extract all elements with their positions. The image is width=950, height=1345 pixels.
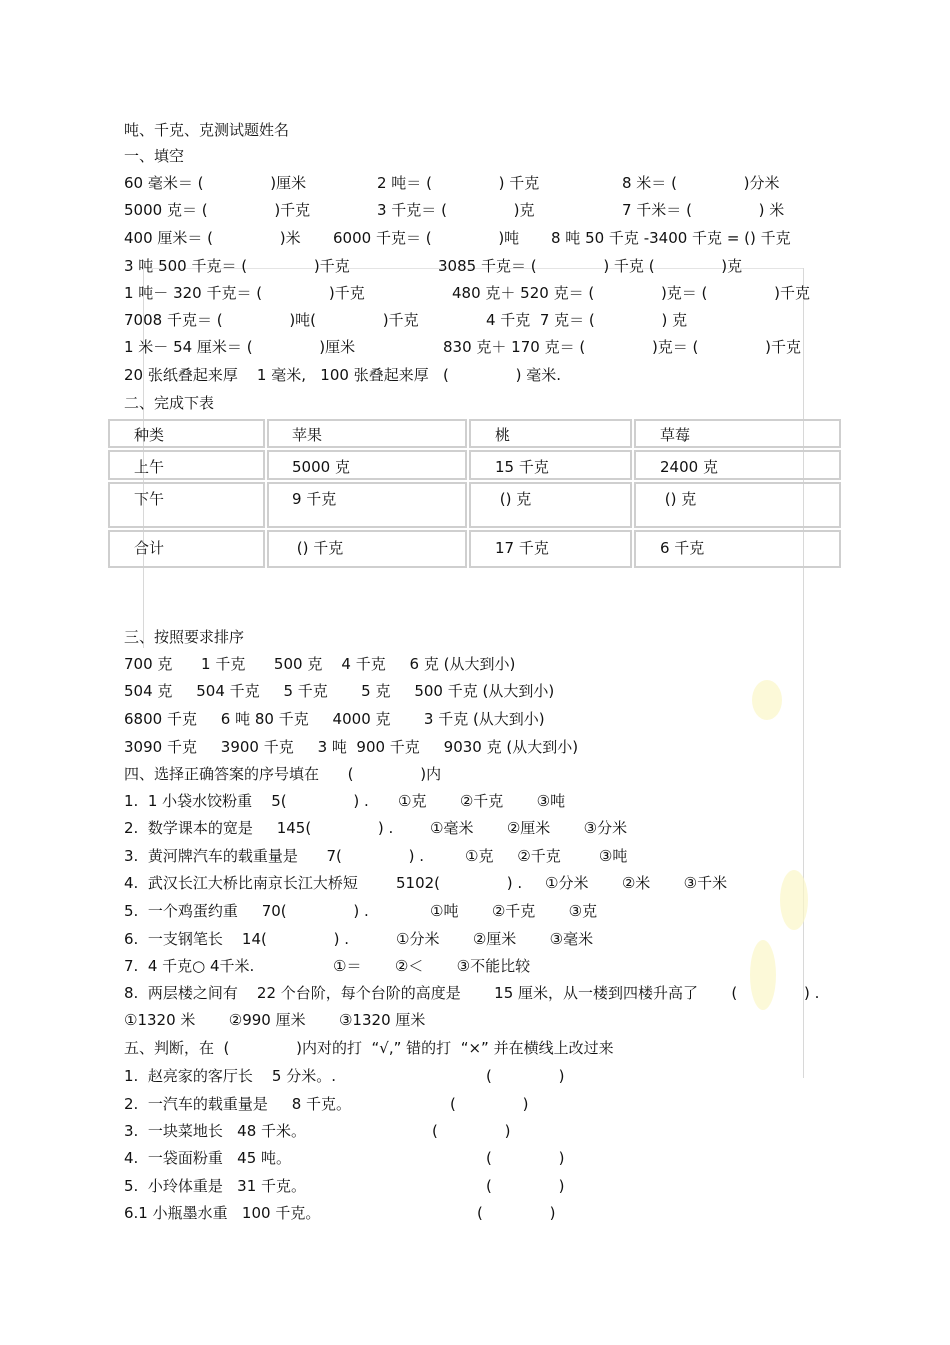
section-heading-sorting: 三、按照要求排序 [124, 628, 245, 646]
fill-blank-item: 3 千克＝ ( )克 [377, 201, 535, 219]
table-cell [108, 450, 265, 480]
choice-question: 2. 数学课本的宽是 145( ) . [124, 819, 394, 837]
section-heading-judge: 五、判断，在 ( )内对的打 “√,” 错的打 “×” 并在横线上改过来 [124, 1039, 614, 1057]
table-cell-text: 6 千克 [660, 539, 705, 557]
sorting-item: 3090 千克 3900 千克 3 吨 900 千克 9030 克 (从大到小) [124, 738, 579, 756]
table-cell [469, 482, 632, 528]
judge-statement: 6.1 小瓶墨水重 100 千克。 [124, 1204, 321, 1222]
table-cell-text: 下午 [134, 490, 165, 508]
fill-blank-item: 6000 千克＝ ( )吨 [333, 229, 520, 247]
table-cell-text: 15 千克 [495, 458, 549, 476]
choice-question: 7. 4 千克○ 4千米. [124, 957, 255, 975]
paper-smudge [780, 870, 808, 930]
table-cell [634, 482, 841, 528]
choice-options: ①分米 ②厘米 ③毫米 [396, 930, 594, 948]
sorting-item: 6800 千克 6 吨 80 千克 4000 克 3 千克 (从大到小) [124, 710, 545, 728]
fill-blank-item: 1 米－ 54 厘米＝ ( )厘米 [124, 338, 356, 356]
table-cell-text: 草莓 [660, 426, 691, 444]
fill-blank-item: 3085 千克＝ ( ) 千克 ( )克 [438, 257, 743, 275]
choice-options: ①毫米 ②厘米 ③分米 [430, 819, 628, 837]
page-title: 吨、千克、克测试题姓名 [124, 121, 290, 139]
judge-answer-blank: ( ) [486, 1067, 565, 1085]
fill-blank-item: 400 厘米＝ ( )米 [124, 229, 301, 247]
fill-blank-item: 8 吨 50 千克 -3400 千克 = () 千克 [551, 229, 791, 247]
table-cell-text: 17 千克 [495, 539, 549, 557]
judge-answer-blank: ( ) [477, 1204, 556, 1222]
table-cell-text: () 克 [495, 490, 532, 508]
fill-blank-item: 1 吨－ 320 千克＝ ( )千克 [124, 284, 365, 302]
choice-question: 5. 一个鸡蛋约重 70( ) . [124, 902, 369, 920]
choice-question: 1. 1 小袋水饺粉重 5( ) . [124, 792, 369, 810]
table-cell [634, 419, 841, 448]
fill-blank-item: 7 千米＝ ( ) 米 [622, 201, 785, 219]
table-cell-text: 2400 克 [660, 458, 718, 476]
choice-question: 4. 武汉长江大桥比南京长江大桥短 5102( ) . [124, 874, 523, 892]
table-cell [108, 482, 265, 528]
choice-options: ①分米 ②米 ③千米 [545, 874, 728, 892]
table-cell-text: 上午 [134, 458, 165, 476]
table-cell-text: 桃 [495, 426, 511, 444]
table-cell [469, 530, 632, 568]
section-heading-table: 二、完成下表 [124, 394, 215, 412]
table-cell-text: 5000 克 [292, 458, 350, 476]
table-cell-text: 苹果 [292, 426, 323, 444]
table-cell-text: 合计 [134, 539, 165, 557]
judge-answer-blank: ( ) [486, 1149, 565, 1167]
paper-smudge [752, 680, 782, 720]
table-cell-text: 种类 [134, 426, 165, 444]
table-cell [469, 419, 632, 448]
table-cell-text: () 千克 [292, 539, 344, 557]
choice-question: 6. 一支钢笔长 14( ) . [124, 930, 350, 948]
fill-blank-item: 60 毫米＝ ( )厘米 [124, 174, 307, 192]
choice-options: ①克 ②千克 ③吨 [465, 847, 628, 865]
judge-answer-blank: ( ) [486, 1177, 565, 1195]
judge-answer-blank: ( ) [432, 1122, 511, 1140]
judge-answer-blank: ( ) [450, 1095, 529, 1113]
fill-blank-item: 830 克＋ 170 克＝ ( )克＝ ( )千克 [443, 338, 802, 356]
scan-guide-line-right [803, 268, 804, 1078]
table-cell [267, 450, 467, 480]
choice-options: ①吨 ②千克 ③克 [430, 902, 598, 920]
choice-options: ①克 ②千克 ③吨 [398, 792, 566, 810]
table-cell [634, 530, 841, 568]
choice-question: 8. 两层楼之间有 22 个台阶，每个台阶的高度是 15 厘米，从一楼到四楼升高了 ( ) . [124, 984, 820, 1002]
judge-statement: 3. 一块菜地长 48 千米。 [124, 1122, 307, 1140]
judge-statement: 2. 一汽车的载重量是 8 千克。 [124, 1095, 352, 1113]
sorting-item: 504 克 504 千克 5 千克 5 克 500 千克 (从大到小) [124, 682, 555, 700]
table-cell [634, 450, 841, 480]
table-cell [108, 530, 265, 568]
judge-statement: 1. 赵亮家的客厅长 5 分米。. [124, 1067, 337, 1085]
choice-question: 3. 黄河牌汽车的载重量是 7( ) . [124, 847, 424, 865]
choice-options: ①＝ ②＜ ③不能比较 [333, 957, 531, 975]
section-heading-fill-blank: 一、填空 [124, 147, 185, 165]
table-cell-text: () 克 [660, 490, 697, 508]
table-cell [267, 530, 467, 568]
table-cell [267, 482, 467, 528]
fill-blank-item: 8 米＝ ( )分米 [622, 174, 780, 192]
fill-blank-item: 7008 千克＝ ( )吨( )千克 [124, 311, 419, 329]
fill-blank-item: 2 吨＝ ( ) 千克 [377, 174, 540, 192]
fill-blank-item: 4 千克 7 克＝ ( ) 克 [486, 311, 688, 329]
sorting-item: 700 克 1 千克 500 克 4 千克 6 克 (从大到小) [124, 655, 516, 673]
fill-blank-item: 20 张纸叠起来厚 1 毫米, 100 张叠起来厚 ( ) 毫米. [124, 366, 562, 384]
judge-statement: 4. 一袋面粉重 45 吨。 [124, 1149, 292, 1167]
judge-statement: 5. 小玲体重是 31 千克。 [124, 1177, 307, 1195]
fill-blank-item: 5000 克＝ ( )千克 [124, 201, 311, 219]
choice-options: ①1320 米 ②990 厘米 ③1320 厘米 [124, 1011, 426, 1029]
fill-blank-item: 480 克＋ 520 克＝ ( )克＝ ( )千克 [452, 284, 811, 302]
table-cell [469, 450, 632, 480]
fill-blank-item: 3 吨 500 千克＝ ( )千克 [124, 257, 350, 275]
table-cell [108, 419, 265, 448]
table-cell-text: 9 千克 [292, 490, 337, 508]
table-cell [267, 419, 467, 448]
section-heading-choice: 四、选择正确答案的序号填在 ( )内 [124, 765, 442, 783]
